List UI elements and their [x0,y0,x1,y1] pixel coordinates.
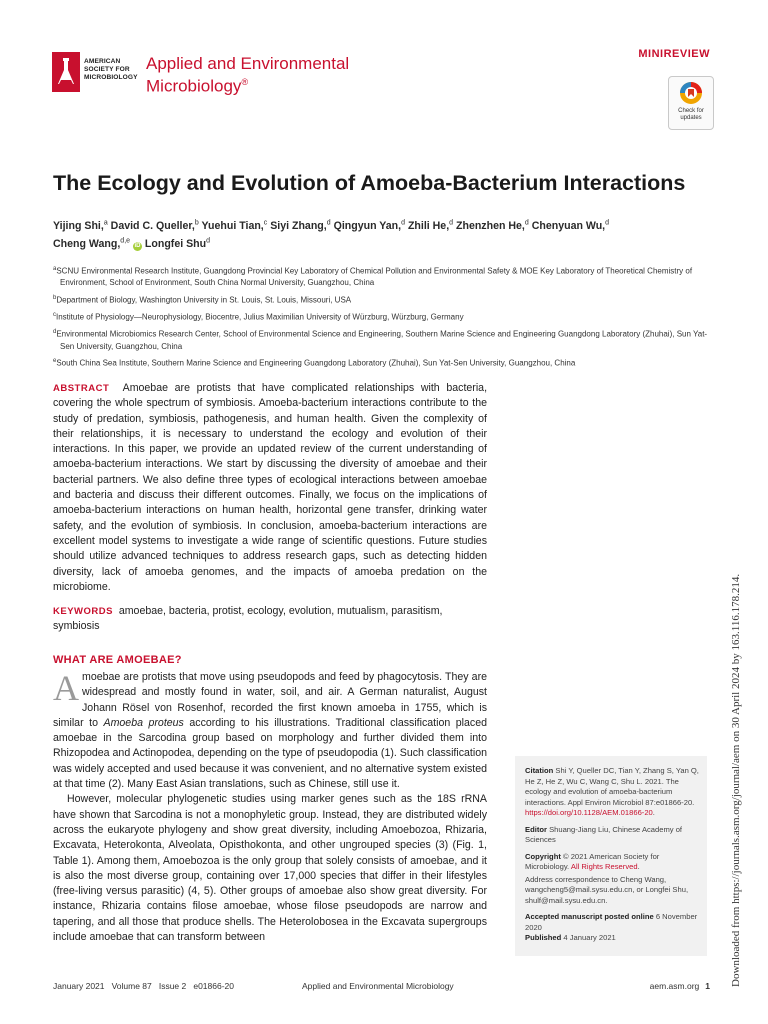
download-notice: Downloaded from https://journals.asm.org/journal/aem on 30 April 2024 by 163.116.178.214. [730,573,742,987]
article-title: The Ecology and Evolution of Amoeba-Bacterium Interactions [53,171,686,195]
author[interactable]: Zhenzhen He,$^d$ [456,219,529,232]
author[interactable]: Longfei Shu$^d$ [141,237,211,251]
abstract-label: ABSTRACT [53,383,110,394]
paragraph: However, molecular phylogenetic studies using marker genes such as the 18S rRNA have shown that Sarcodina is not a monophyletic group. Instead, they are distributed widely across the eukaryote phylogeny and show great diversity, including Amoebozoa, Rhizaria, Excavata, Heterokonta, Alveolata, Opisthokonta, and other ungrouped species (3) (Fig. 1, Table 1). Among them, Amoebozoa is the only group that solely consists of amoebae, and it is also the most diverse group, containing over 17,000 species that differ in their lifestyles (free-living versus parasitic) (4, 5). Other groups of amoebae also show great diversity. For instance, Rhizaria contains filose amoebae, whose filose pseudopods are narrow and tapering, and all those that produce shells. The Heterolobosea in the Excavata supergroups include amoebae that can transform between [53,793,487,944]
footer-journal-name: Applied and Environmental Microbiology [302,981,454,991]
journal-name[interactable]: Applied and Environmental Microbiology® [146,54,350,96]
doi-link[interactable]: https://doi.org/10.1128/AEM.01866-20 [525,808,653,817]
citation-sidebar [515,756,707,956]
issue-info: January 2021 Volume 87 Issue 2 e01866-20 [53,981,234,991]
affiliation-item: $^a$SCNU Environmental Research Institute, Guangdong Provincial Key Laboratory of Chemical Pollution and Environmental Safety & MOE Key Laboratory of Theoretical Chemistry of Environment, School of Environment, South China Normal University, Guangzhou, China [53,266,693,288]
rights-link[interactable]: All Rights Reserved [570,862,638,871]
author[interactable]: Yijing Shi,$^a$ [53,219,108,232]
check-for-updates-label: Check for updates [678,108,704,121]
correspondence-block: Address correspondence to Cheng Wang, wangcheng5@mail.sysu.edu.cn, or Longfei Shu, shulf@mail.sysu.edu.cn. [525,874,689,905]
author[interactable]: Qingyun Yan,$^d$ [333,219,405,232]
body-text [53,670,487,945]
author[interactable]: David C. Queller,$^b$ [110,219,199,232]
orcid-icon[interactable]: iD [134,243,141,250]
editor-block: Editor Shuang-Jiang Liu, Chinese Academy of Sciences [525,824,683,844]
accepted-block: Accepted manuscript posted online 6 November 2020 [525,912,698,932]
author[interactable]: Siyi Zhang,$^d$ [270,219,331,232]
author[interactable]: Zhili He,$^d$ [407,219,454,232]
abstract-text: Amoebae are protists that have complicated relationships with bacteria, covering the whole spectrum of symbiosis. Amoeba-bacterium interactions contribute to the study of predation, symbiosis, pathogenesis, and human health. Given the complexity of their relationships, it is necessary to understand the ecology and evolution of their interactions. In this paper, we provide an updated review of the current understanding of amoeba-bacterium interactions. We start by discussing the diversity of amoebae and their bacterial partners. We also define three types of ecological interactions between amoebae and bacteria and discuss their different outcomes. Finally, we focus on the implications of amoeba-bacterium interactions on human health, horizontal gene transfer, drinking water safety, and the evolution of symbiosis. In conclusion, amoeba-bacterium interactions are excellent model systems to investigate a wide range of scientific questions. Future studies should utilize advanced techniques to address research gaps, such as detecting hidden diversity, lack of amoeba genomes, and the impacts of amoeba predation on the microbiome. [53,382,488,593]
author[interactable]: Yuehui Tian,$^c$ [201,219,268,232]
update-check-icon [679,81,703,105]
keywords-label: KEYWORDS [53,606,113,617]
article-type-label: MINIREVIEW [638,48,710,60]
author[interactable]: Cheng Wang,$^{d,e}$ [53,237,131,251]
asm-logo[interactable] [52,52,142,96]
abstract [53,381,487,595]
footer-site [602,981,710,991]
affiliation-item: $^b$Department of Biology, Washington University in St. Louis, St. Louis, Missouri, USA [53,294,352,305]
keywords-text: amoebae, bacteria, protist, ecology, evolution, mutualism, parasitism, symbiosis [53,605,443,633]
keywords [53,604,487,635]
page-number: 1 [705,981,710,991]
flask-emblem-icon [52,52,80,92]
published-block: Published 4 January 2021 [525,933,616,942]
author[interactable]: Chenyuan Wu,$^d$ [531,219,610,232]
author-list [53,215,713,252]
society-name: AMERICAN SOCIETY FOR MICROBIOLOGY [84,58,138,81]
affiliation-item: $^c$Institute of Physiology—Neurophysiology, Biocentre, Julius Maximilian University of Würzburg, Würzburg, Germany [53,312,464,322]
copyright-block: Copyright © 2021 American Society for Microbiology. All Rights Reserved. [525,851,660,871]
drop-cap: A [53,668,79,708]
affiliation-item: $^d$Environmental Microbiomics Research Center, School of Environmental Science and Engineering, Southern Marine Science and Engineering Guangdong Laboratory (Zhuhai), Sun Yat-Sen University, Guangzhou, China [53,329,708,351]
affiliation-item: $^e$South China Sea Institute, Southern Marine Science and Engineering Guangdong Laboratory (Zhuhai), Sun Yat-Sen University, Guangzhou, China [53,358,576,368]
check-for-updates-button[interactable] [668,76,714,130]
paragraph: Amoebae are protists that move using pseudopods and feed by phagocytosis. They are widespread and mostly found in water, soil, and air. A German naturalist, August Johann Rösel von Rosenhof, recorded the first known amoeba in 1755, which is similar to Amoeba proteus according to his illustrations. Traditional classification placed amoebae in the Sarcodina group based on morphology and further divided them into Rhizopodea and Actinopodea, depending on the type of pseudopodia (1). Such classification was widely accepted and used because it was convenient, and no alternative system existed at that time (2). Many East Asian translations, such as Chinese, still use it. [53,668,488,791]
section-heading: WHAT ARE AMOEBAE? [53,654,182,666]
citation-block: Citation Shi Y, Queller DC, Tian Y, Zhang S, Yan Q, He Z, He Z, Wu C, Wang C, Shu L. 2021. The ecology and evolution of amoeba-bacterium interactions. Appl Environ Microbiol 87:e01866-20. https://doi.org/10.1128/AEM.01866-20. [525,766,699,817]
journal-site-link[interactable]: aem.asm.org [649,981,700,991]
affiliation-list [53,264,713,373]
